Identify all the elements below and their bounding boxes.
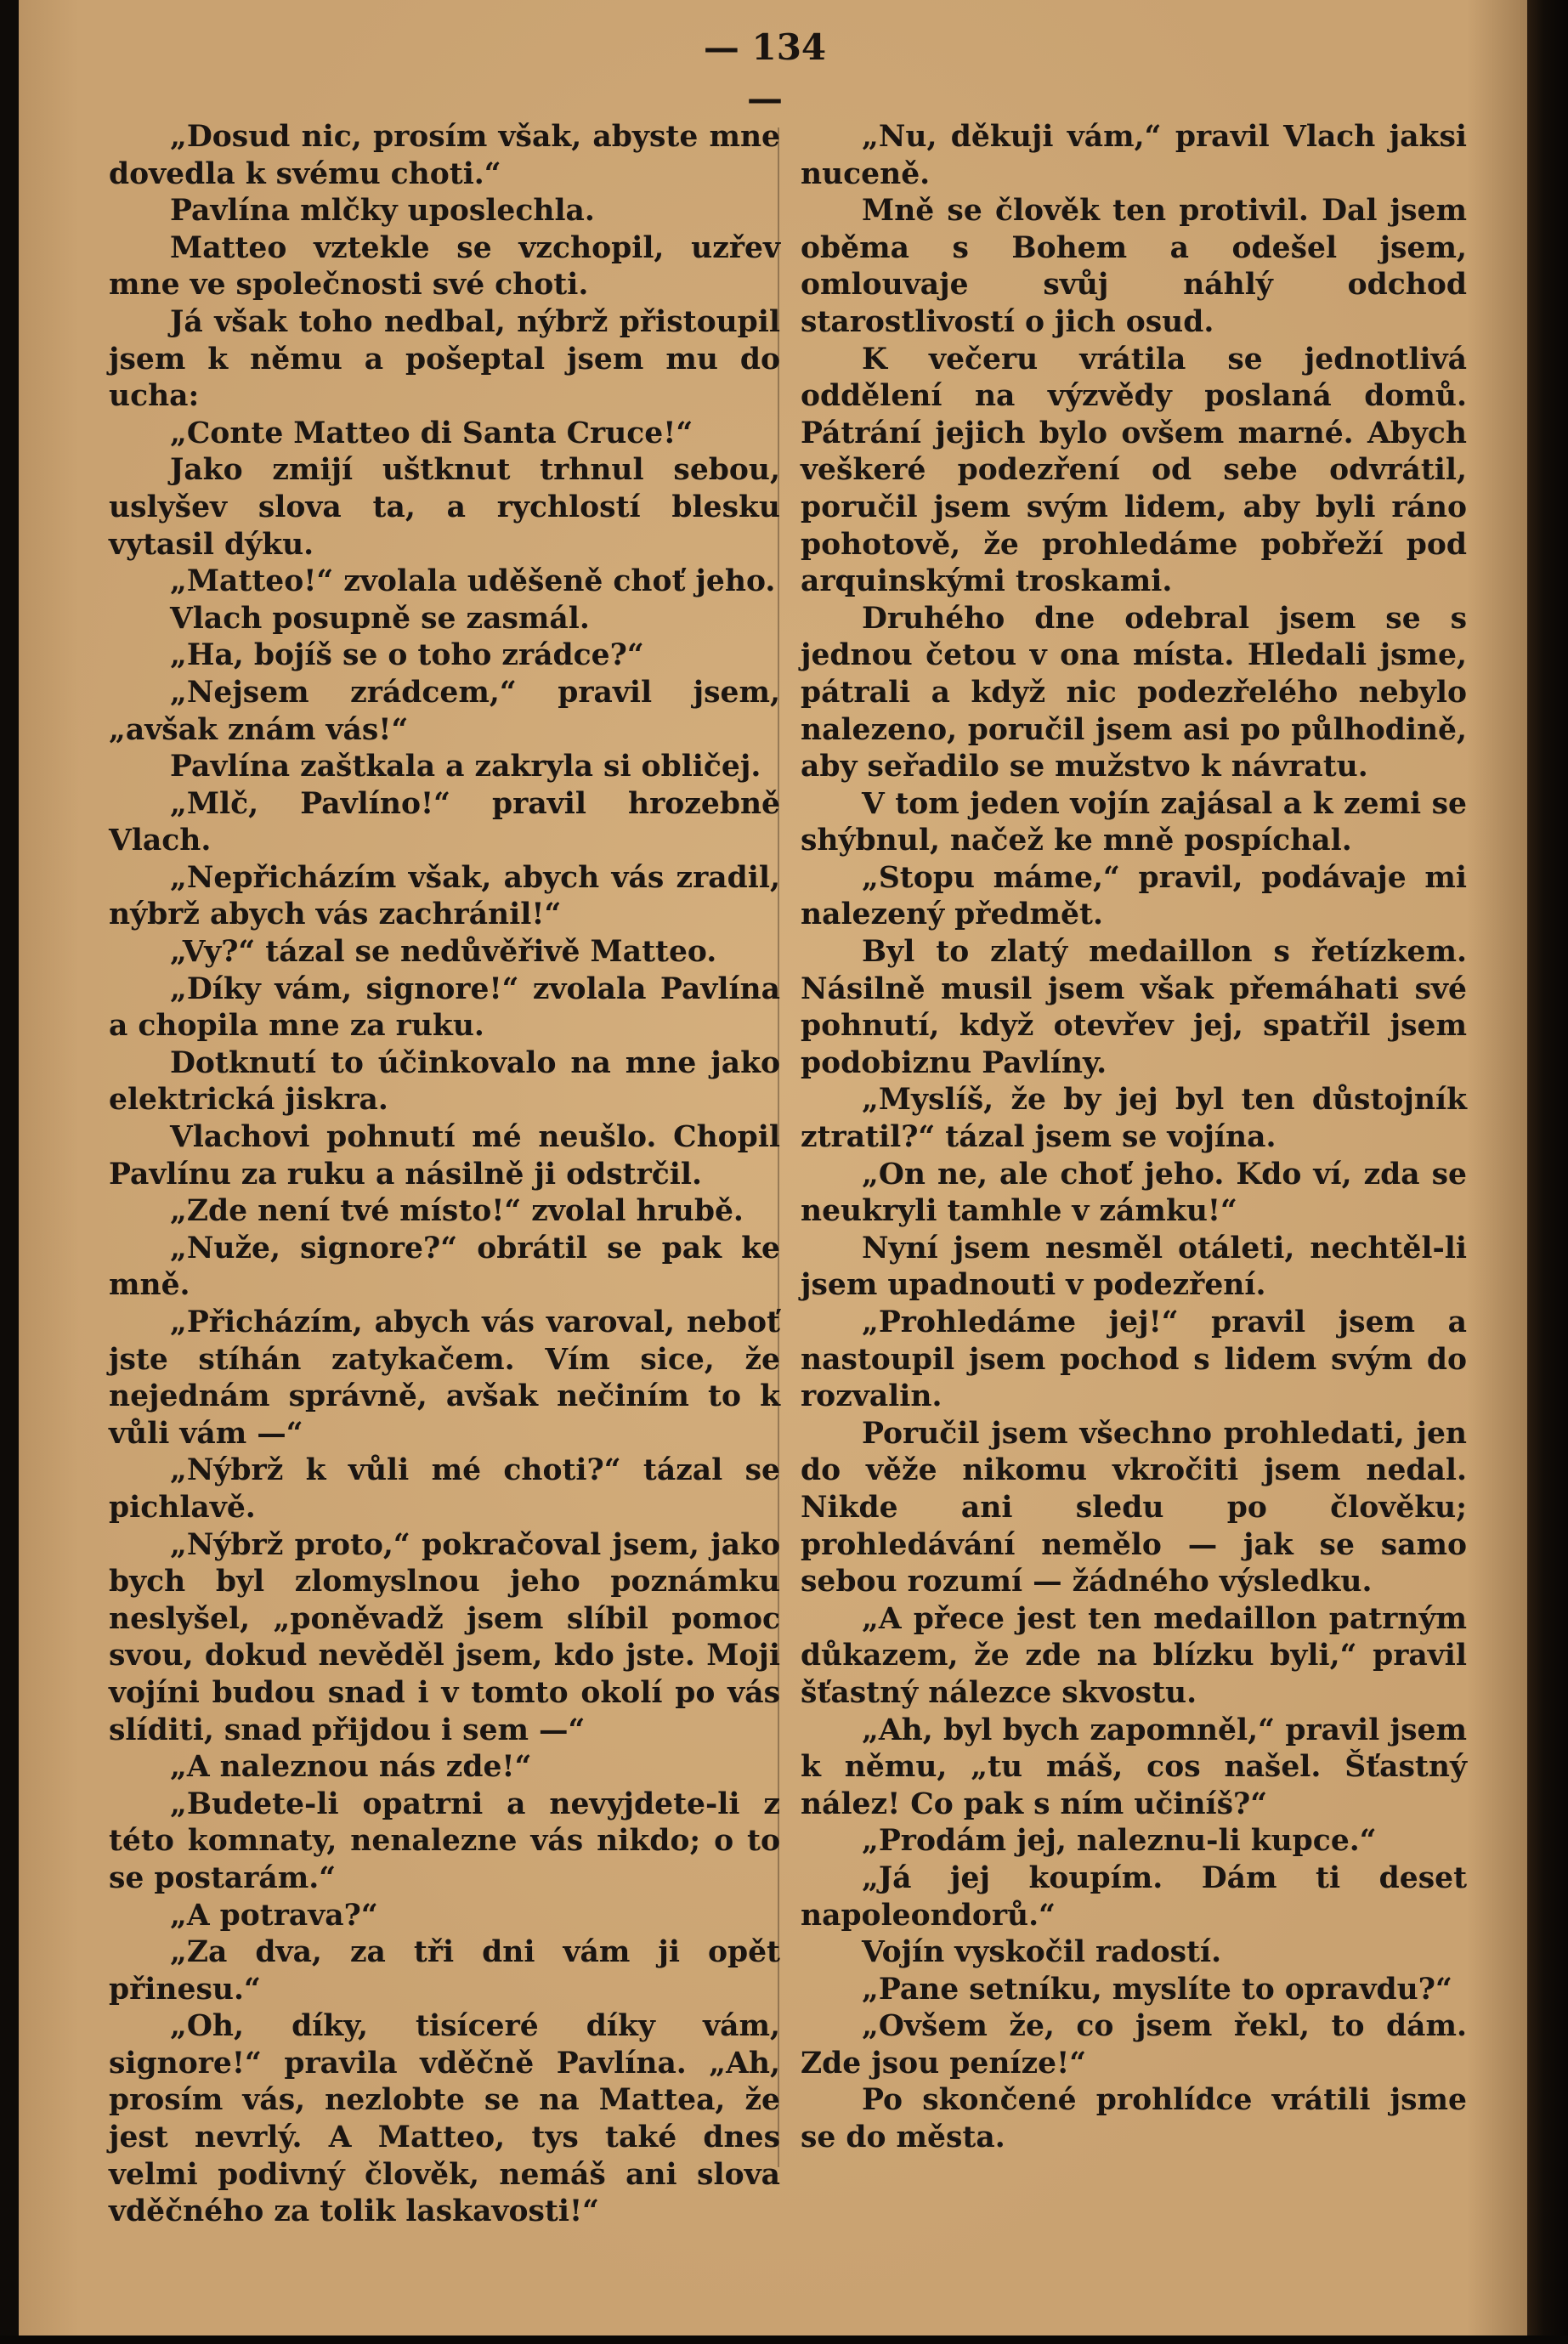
paragraph: Poručil jsem všechno prohledati, jen do věže nikomu vkročiti jsem nedal. Nikde ani sledu po člověku; prohledávání nemělo — jak se samo sebou rozumí — žádného výsledku. xyxy=(801,1416,1467,1599)
paragraph: „Nu, děkuji vám,“ pravil Vlach jaksi nuceně. xyxy=(801,120,1467,191)
paragraph: Vlach posupně se zasmál. xyxy=(170,601,590,636)
page-edge-shadow xyxy=(1527,0,1568,2344)
paragraph: K večeru vrátila se jednotlivá oddělení na výzvědy poslaná domů. Pátrání jejich bylo ovšem marné. Abych veškeré podezření od sebe odvrátil, poručil jsem svým lidem, aby byli ráno pohotově, že prohledáme pobřeží pod arquinskými troskami. xyxy=(801,342,1467,599)
paragraph: „Ah, byl bych zapomněl,“ pravil jsem k němu, „tu máš, cos našel. Šťastný nález! Co pak s ním učiníš?“ xyxy=(801,1713,1467,1821)
left-column xyxy=(109,119,780,2231)
paragraph: „A potrava?“ xyxy=(170,1898,378,1933)
paragraph: Vlachovi pohnutí mé neušlo. Chopil Pavlínu za ruku a násilně ji odstrčil. xyxy=(109,1120,780,1192)
paragraph: Vojín vyskočil radostí. xyxy=(862,1935,1222,1970)
paragraph: „A naleznou nás zde!“ xyxy=(170,1750,532,1785)
paragraph: Druhého dne odebral jsem se s jednou četou v ona místa. Hledali jsme, pátrali a když nic podezřelého nebylo nalezeno, poručil jsem asi po půlhodině, aby seřadilo se mužstvo k návratu. xyxy=(801,601,1467,784)
page-number: — 134 — xyxy=(703,26,827,119)
paragraph: „Díky vám, signore!“ zvolala Pavlína a chopila mne za ruku. xyxy=(109,971,780,1044)
right-column xyxy=(801,119,1467,2157)
paragraph: „Nejsem zrádcem,“ pravil jsem, „avšak znám vás!“ xyxy=(109,675,780,747)
paragraph: „Mlč, Pavlíno!“ pravil hrozebně Vlach. xyxy=(109,786,780,858)
paragraph: „Nýbrž proto,“ pokračoval jsem, jako bych byl zlomyslnou jeho poznámku neslyšel, „poněvadž jsem slíbil pomoc svou, dokud nevěděl jsem, kdo jste. Moji vojíni budou snad i v tomto okolí po vás slíditi, snad přijdou i sem —“ xyxy=(109,1527,780,1747)
paragraph: „Nuže, signore?“ obrátil se pak ke mně. xyxy=(109,1231,780,1303)
paragraph: „Oh, díky, tisíceré díky vám, signore!“ pravila vděčně Pavlína. „Ah, prosím vás, nezlobte se na Mattea, že jest nevrlý. A Matteo, tys také dnes velmi podivný člověk, nemáš ani slova vděčného za tolik laskavosti!“ xyxy=(109,2009,780,2229)
paragraph: „Ovšem že, co jsem řekl, to dám. Zde jsou peníze!“ xyxy=(801,2009,1467,2081)
paragraph: „Pane setníku, myslíte to opravdu?“ xyxy=(862,1972,1452,2007)
paragraph: „Stopu máme,“ pravil, podávaje mi nalezený předmět. xyxy=(801,860,1467,932)
paragraph: Byl to zlatý medaillon s řetízkem. Násilně musil jsem však přemáhati své pohnutí, když otevřev jej, spatřil jsem podobiznu Pavlíny. xyxy=(801,935,1467,1080)
paragraph: Mně se člověk ten protivil. Dal jsem oběma s Bohem a odešel jsem, omlouvaje svůj náhlý odchod starostlivostí o jich osud. xyxy=(801,194,1467,339)
paragraph: „Já jej koupím. Dám ti deset napoleondorů.“ xyxy=(801,1860,1467,1933)
paragraph: „Myslíš, že by jej byl ten důstojník ztratil?“ tázal jsem se vojína. xyxy=(801,1083,1467,1155)
paragraph: „Vy?“ tázal se nedůvěřivě Matteo. xyxy=(170,935,717,970)
paragraph: Jako zmijí uštknut trhnul sebou, uslyšev slova ta, a rychlostí blesku vytasil dýku. xyxy=(109,453,780,562)
paragraph: „Nýbrž k vůli mé choti?“ tázal se pichlavě. xyxy=(109,1453,780,1525)
paragraph: V tom jeden vojín zajásal a k zemi se shýbnul, načež ke mně pospíchal. xyxy=(801,786,1467,858)
paragraph: „Nepřicházím však, abych vás zradil, nýbrž abych vás zachránil!“ xyxy=(109,860,780,932)
paragraph: Já však toho nedbal, nýbrž přistoupil jsem k němu a pošeptal jsem mu do ucha: xyxy=(109,304,780,414)
paragraph: „Ha, bojíš se o toho zrádce?“ xyxy=(170,638,644,673)
paragraph: „Přicházím, abych vás varoval, neboť jste stíhán zatykačem. Vím sice, že nejednám správně, avšak nečiním to k vůli vám —“ xyxy=(109,1305,780,1451)
paragraph: Dotknutí to účinkovalo na mne jako elektrická jiskra. xyxy=(109,1045,780,1118)
paragraph: Pavlína zaštkala a zakryla si obličej. xyxy=(170,750,761,784)
page-bottom-edge xyxy=(0,2336,1568,2344)
paragraph: Matteo vztekle se vzchopil, uzřev mne ve společnosti své choti. xyxy=(109,230,780,303)
paragraph: „Za dva, za tři dni vám ji opět přinesu.“ xyxy=(109,1935,780,2007)
paragraph: „Prohledáme jej!“ pravil jsem a nastoupil jsem pochod s lidem svým do rozvalin. xyxy=(801,1305,1467,1414)
paragraph: „On ne, ale choť jeho. Kdo ví, zda se neukryli tamhle v zámku!“ xyxy=(801,1157,1467,1229)
paragraph: Pavlína mlčky uposlechla. xyxy=(170,194,595,229)
paragraph: „Conte Matteo di Santa Cruce!“ xyxy=(170,416,693,450)
paragraph: „Zde není tvé místo!“ zvolal hrubě. xyxy=(170,1194,744,1229)
paragraph: „Prodám jej, naleznu-li kupce.“ xyxy=(862,1824,1377,1859)
paragraph: „Matteo!“ zvolala uděšeně choť jeho. xyxy=(170,564,776,599)
paragraph: Po skončené prohlídce vrátili jsme se do města. xyxy=(801,2083,1467,2155)
paragraph: „Budete-li opatrni a nevyjdete-li z této komnaty, nenalezne vás nikdo; o to se postarám.“ xyxy=(109,1786,780,1895)
paragraph: „A přece jest ten medaillon patrným důkazem, že zde na blízku byli,“ pravil šťastný nálezce skvostu. xyxy=(801,1601,1467,1710)
paragraph: Nyní jsem nesměl otáleti, nechtěl-li jsem upadnouti v podezření. xyxy=(801,1231,1467,1303)
paragraph: „Dosud nic, prosím však, abyste mne dovedla k svému choti.“ xyxy=(109,120,780,191)
